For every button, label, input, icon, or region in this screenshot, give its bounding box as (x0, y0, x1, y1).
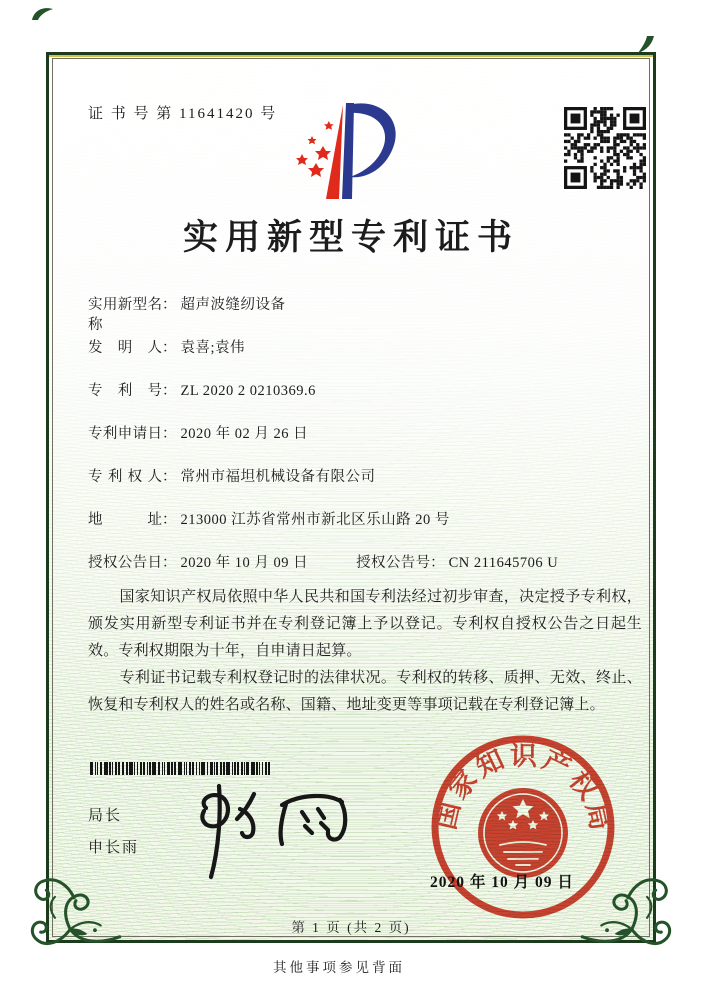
field-value: 超声波缝纫设备 (180, 297, 286, 313)
barcode (90, 762, 272, 775)
field-value: 常州市福坦机械设备有限公司 (180, 469, 376, 485)
certificate-title: 实用新型专利证书 (182, 218, 519, 257)
footer-note: 其他事项参见背面 (273, 960, 405, 975)
corner-flourish-bottom-left (24, 874, 124, 954)
director-name: 申长雨 (88, 839, 140, 856)
field-label: 实用新型名称 (88, 297, 162, 333)
field-label: 专利权人 (88, 469, 162, 485)
field-value: 2020 年 10 月 09 日 (180, 555, 309, 571)
seal-date: 2020 年 10 月 09 日 (430, 874, 574, 891)
colon: ： (162, 469, 177, 485)
legal-text (88, 584, 642, 719)
field-label: 授权公告号 (356, 555, 431, 571)
director-title: 局长 (88, 807, 123, 824)
field-value: 袁喜;袁伟 (180, 340, 246, 356)
field-value: CN 211645706 U (448, 555, 559, 571)
national-emblem (478, 788, 568, 878)
logo-p-bowl (348, 103, 396, 177)
field-patentee (88, 467, 644, 510)
patent-fields (88, 295, 644, 596)
field-address (88, 510, 644, 553)
gold-accent-line (49, 55, 653, 57)
director-signature-script (182, 778, 382, 883)
colon: ： (162, 383, 177, 399)
legal-paragraph-2: 专利证书记载专利权登记时的法律状况。专利权的转移、质押、无效、终止、恢复和专利权人的姓名或名称、国籍、地址变更等事项记载在专利登记簿上。 (88, 670, 642, 713)
field-value: ZL 2020 2 0210369.6 (180, 383, 316, 399)
field-label: 地址 (88, 512, 162, 528)
logo-blue-spike (342, 103, 354, 199)
field-label: 发明人 (88, 340, 162, 356)
official-seal (424, 733, 622, 921)
colon: ： (162, 426, 177, 442)
seal-text: 国家知识产权局 (430, 740, 616, 833)
colon: ： (162, 297, 177, 313)
page-number: 第 1 页 (共 2 页) (291, 920, 411, 935)
field-value: 2020 年 02 月 26 日 (180, 426, 309, 442)
colon: ： (162, 340, 177, 356)
field-patent-number (88, 381, 644, 424)
cnipa-logo (276, 97, 408, 205)
certificate-number: 证 书 号 第 11641420 号 (88, 106, 278, 122)
legal-paragraph-1: 国家知识产权局依照中华人民共和国专利法经过初步审查，决定授予专利权，颁发实用新型专利证书并在专利登记簿上予以登记。专利权自授权公告之日起生效。专利权期限为十年，自申请日起算。 (88, 589, 642, 659)
field-inventor (88, 338, 644, 381)
logo-stars (296, 121, 334, 177)
colon: ： (162, 512, 177, 528)
corner-flourish-top-left (30, 4, 56, 22)
qr-code (564, 107, 646, 189)
field-utility-model-name (88, 295, 644, 338)
field-label: 专利号 (88, 383, 162, 399)
field-label: 专利申请日 (88, 426, 162, 442)
field-value: 213000 江苏省常州市新北区乐山路 20 号 (180, 512, 450, 528)
colon: ： (162, 555, 177, 571)
colon: ： (430, 555, 445, 571)
field-filing-date (88, 424, 644, 467)
field-label: 授权公告日 (88, 555, 162, 571)
corner-flourish-top-right (634, 34, 656, 56)
